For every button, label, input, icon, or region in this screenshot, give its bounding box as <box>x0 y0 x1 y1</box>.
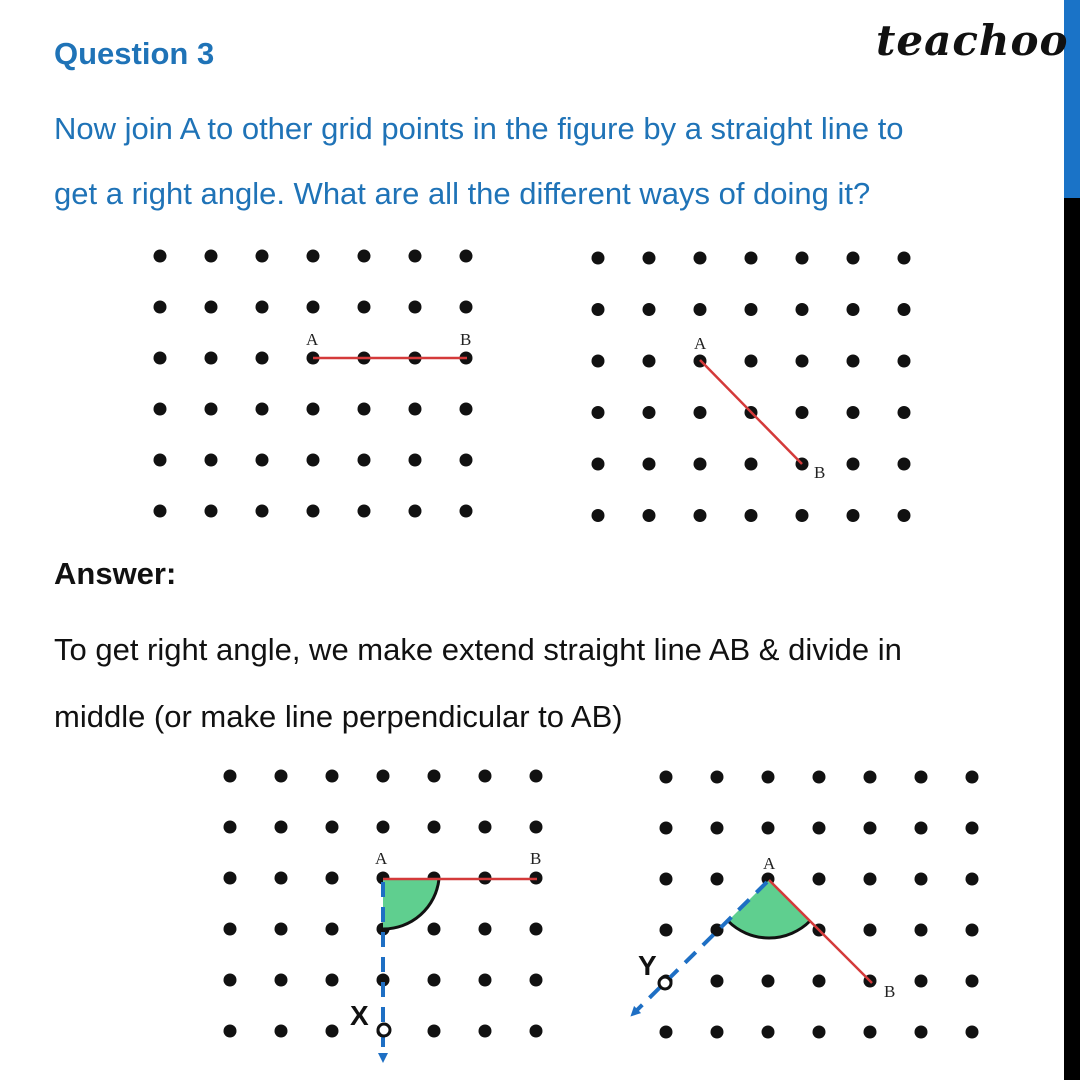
grid-dot <box>847 252 860 265</box>
grid-dot <box>224 1025 237 1038</box>
grid-dot <box>864 822 877 835</box>
grid-dot <box>275 974 288 987</box>
grid-dot <box>307 250 320 263</box>
grid-dot <box>205 403 218 416</box>
grid-dot <box>326 770 339 783</box>
figure-4-point-y <box>659 977 671 989</box>
grid-dot <box>205 454 218 467</box>
grid-dot <box>275 1025 288 1038</box>
grid-dot <box>409 505 422 518</box>
grid-dot <box>762 975 775 988</box>
grid-dot <box>409 250 422 263</box>
grid-dot <box>409 454 422 467</box>
question-line-1: Now join A to other grid points in the figure by a straight line to <box>54 111 904 146</box>
grid-dot <box>745 252 758 265</box>
figure-1-label-a: A <box>306 330 319 349</box>
grid-dot <box>154 505 167 518</box>
grid-dot <box>479 1025 492 1038</box>
question-title: Question 3 <box>54 36 215 71</box>
grid-dot <box>224 974 237 987</box>
grid-dot <box>711 1026 724 1039</box>
grid-dot <box>358 505 371 518</box>
grid-dot <box>813 771 826 784</box>
grid-dot <box>966 1026 979 1039</box>
grid-dot <box>530 1025 543 1038</box>
grid-dot <box>326 821 339 834</box>
grid-dot <box>154 250 167 263</box>
figure-1-label-b: B <box>460 330 472 349</box>
grid-dot <box>479 821 492 834</box>
grid-dot <box>205 352 218 365</box>
figure-3-label-a: A <box>375 849 388 868</box>
grid-dot <box>592 406 605 419</box>
grid-dot <box>694 509 707 522</box>
grid-dot <box>358 301 371 314</box>
grid-dot <box>915 975 928 988</box>
grid-dot <box>275 872 288 885</box>
grid-dot <box>847 303 860 316</box>
grid-dot <box>428 821 441 834</box>
grid-dot <box>966 822 979 835</box>
grid-dot <box>660 873 673 886</box>
grid-dot <box>224 770 237 783</box>
grid-dot <box>660 771 673 784</box>
grid-dot <box>592 355 605 368</box>
grid-dot <box>898 509 911 522</box>
figure-2-label-b: B <box>814 463 826 482</box>
grid-dot <box>256 403 269 416</box>
grid-dot <box>660 1026 673 1039</box>
grid-dot <box>460 454 473 467</box>
grid-dot <box>915 924 928 937</box>
grid-dot <box>307 505 320 518</box>
figure-2-segment-ab <box>700 360 802 464</box>
grid-dot <box>428 974 441 987</box>
grid-dot <box>864 873 877 886</box>
grid-dot <box>660 822 673 835</box>
grid-dot <box>694 406 707 419</box>
grid-dot <box>460 403 473 416</box>
grid-dot <box>966 771 979 784</box>
figure-1-dot-grid <box>154 250 473 518</box>
grid-dot <box>224 923 237 936</box>
grid-dot <box>813 822 826 835</box>
grid-dot <box>898 355 911 368</box>
grid-dot <box>205 505 218 518</box>
grid-dot <box>915 1026 928 1039</box>
figure-3-point-x <box>378 1024 390 1036</box>
grid-dot <box>460 301 473 314</box>
grid-dot <box>154 352 167 365</box>
grid-dot <box>256 505 269 518</box>
grid-dot <box>428 923 441 936</box>
grid-dot <box>796 355 809 368</box>
grid-dot <box>643 509 656 522</box>
grid-dot <box>694 252 707 265</box>
grid-dot <box>864 1026 877 1039</box>
grid-dot <box>711 771 724 784</box>
answer-line-1: To get right angle, we make extend straight line AB & divide in <box>54 632 902 667</box>
grid-dot <box>326 1025 339 1038</box>
grid-dot <box>275 770 288 783</box>
figure-4-dot-grid <box>660 771 979 1039</box>
grid-dot <box>796 252 809 265</box>
grid-dot <box>898 303 911 316</box>
figure-3-label-x: X <box>350 1000 369 1031</box>
grid-dot <box>796 509 809 522</box>
grid-dot <box>409 403 422 416</box>
grid-dot <box>256 454 269 467</box>
grid-dot <box>813 975 826 988</box>
grid-dot <box>966 873 979 886</box>
grid-dot <box>694 303 707 316</box>
grid-dot <box>745 458 758 471</box>
grid-dot <box>592 509 605 522</box>
grid-dot <box>256 352 269 365</box>
grid-dot <box>813 1026 826 1039</box>
figure-2-dot-grid <box>592 252 911 523</box>
grid-dot <box>377 821 390 834</box>
grid-dot <box>864 771 877 784</box>
grid-dot <box>326 974 339 987</box>
question-line-2: get a right angle. What are all the different ways of doing it? <box>54 176 871 211</box>
grid-dot <box>592 252 605 265</box>
grid-dot <box>847 509 860 522</box>
grid-dot <box>643 355 656 368</box>
grid-dot <box>660 924 673 937</box>
grid-dot <box>745 303 758 316</box>
grid-dot <box>711 975 724 988</box>
grid-dot <box>326 923 339 936</box>
grid-dot <box>479 770 492 783</box>
grid-dot <box>847 406 860 419</box>
grid-dot <box>358 250 371 263</box>
grid-dot <box>256 250 269 263</box>
grid-dot <box>530 770 543 783</box>
grid-dot <box>154 403 167 416</box>
grid-dot <box>307 454 320 467</box>
figure-4-label-b: B <box>884 982 896 1001</box>
grid-dot <box>915 771 928 784</box>
answer-line-2: middle (or make line perpendicular to AB) <box>54 699 623 734</box>
grid-dot <box>479 974 492 987</box>
figure-3-label-b: B <box>530 849 542 868</box>
grid-dot <box>694 458 707 471</box>
grid-dot <box>307 301 320 314</box>
brand-logo: teachoo <box>876 16 1069 65</box>
grid-dot <box>711 873 724 886</box>
grid-dot <box>530 821 543 834</box>
grid-dot <box>643 303 656 316</box>
grid-dot <box>154 301 167 314</box>
grid-dot <box>479 923 492 936</box>
grid-dot <box>530 974 543 987</box>
grid-dot <box>460 505 473 518</box>
grid-dot <box>915 873 928 886</box>
grid-dot <box>898 406 911 419</box>
grid-dot <box>326 872 339 885</box>
grid-dot <box>762 822 775 835</box>
grid-dot <box>307 403 320 416</box>
grid-dot <box>224 872 237 885</box>
grid-dot <box>154 454 167 467</box>
grid-dot <box>358 454 371 467</box>
grid-dot <box>847 458 860 471</box>
grid-dot <box>275 923 288 936</box>
grid-dot <box>745 509 758 522</box>
figure-2-label-a: A <box>694 334 707 353</box>
grid-dot <box>864 924 877 937</box>
grid-dot <box>592 303 605 316</box>
grid-dot <box>428 1025 441 1038</box>
figure-4-dashed-line-ay <box>634 882 767 1013</box>
grid-dot <box>275 821 288 834</box>
grid-dot <box>256 301 269 314</box>
grid-dot <box>409 301 422 314</box>
grid-dot <box>847 355 860 368</box>
grid-dot <box>915 822 928 835</box>
grid-dot <box>224 821 237 834</box>
grid-dot <box>762 771 775 784</box>
grid-dot <box>966 924 979 937</box>
grid-dot <box>643 406 656 419</box>
grid-dot <box>745 355 758 368</box>
grid-dot <box>358 403 371 416</box>
grid-dot <box>762 1026 775 1039</box>
grid-dot <box>592 458 605 471</box>
grid-dot <box>711 822 724 835</box>
figure-4-label-y: Y <box>638 950 657 981</box>
grid-dot <box>205 301 218 314</box>
grid-dot <box>966 975 979 988</box>
answer-label: Answer: <box>54 556 177 591</box>
grid-dot <box>796 303 809 316</box>
grid-dot <box>643 458 656 471</box>
grid-dot <box>205 250 218 263</box>
grid-dot <box>898 252 911 265</box>
figure-4-label-a: A <box>763 854 776 873</box>
grid-dot <box>530 923 543 936</box>
grid-dot <box>377 770 390 783</box>
grid-dot <box>898 458 911 471</box>
grid-dot <box>428 770 441 783</box>
grid-dot <box>643 252 656 265</box>
grid-dot <box>460 250 473 263</box>
grid-dot <box>796 406 809 419</box>
grid-dot <box>813 873 826 886</box>
